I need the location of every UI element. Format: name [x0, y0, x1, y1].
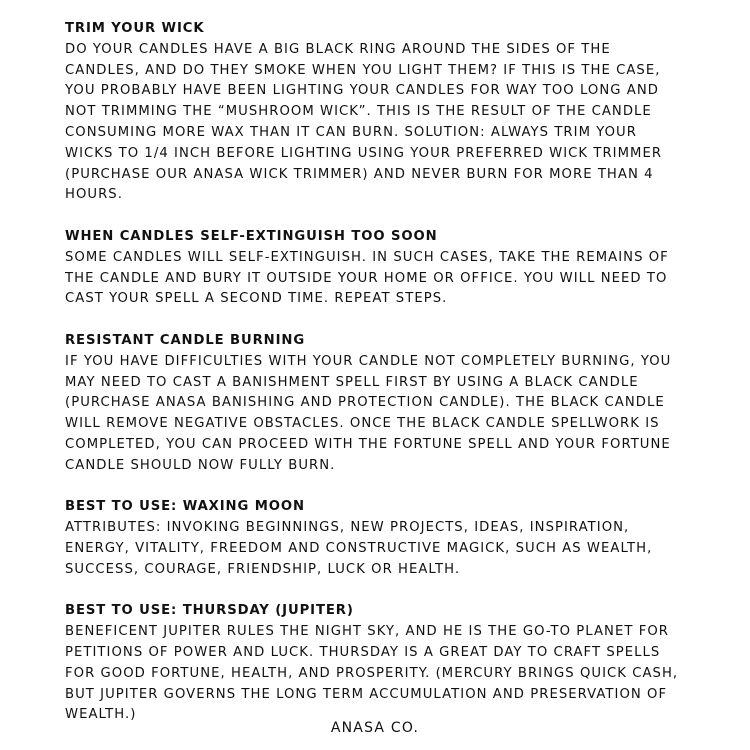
section-heading: BEST TO USE: THURSDAY (JUPITER) — [65, 603, 354, 619]
section-body: IF YOU HAVE DIFFICULTIES WITH YOUR CANDLE NOT COMPLETELY BURNING, YOU MAY NEED TO CAST A BANISHMENT SPELL FIRST BY USING A BLACK CANDLE (PURCHASE ANASA BANISHING AND PROTECTION CANDLE). THE BLACK CANDLE WILL REMOVE NEGATIVE OBSTACLES. ONCE THE BLACK CANDLE SPELLWORK IS COMPLETED, YOU CAN PROCEED WITH THE FORTUNE SPELL AND YOUR FORTUNE CANDLE SHOULD NOW FULLY BURN. — [65, 353, 672, 473]
section-waxing-moon — [65, 497, 690, 580]
section-body: ATTRIBUTES: INVOKING BEGINNINGS, NEW PROJECTS, IDEAS, INSPIRATION, ENERGY, VITALITY, FREEDOM AND CONSTRUCTIVE MAGICK, SUCH AS WEALTH, SUCCESS, COURAGE, FRIENDSHIP, LUCK OR HEALTH. — [65, 520, 653, 577]
section-resistant-burning — [65, 331, 690, 477]
section-self-extinguish — [65, 227, 690, 310]
section-heading: RESISTANT CANDLE BURNING — [65, 332, 306, 348]
section-body: DO YOUR CANDLES HAVE A BIG BLACK RING AROUND THE SIDES OF THE CANDLES, AND DO THEY SMOKE WHEN YOU LIGHT THEM? IF THIS IS THE CASE, YOU PROBABLY HAVE BEEN LIGHTING YOUR CANDLES FOR WAY TOO LONG AND NOT TRIMMING THE “MUSHROOM WICK”. THIS IS THE RESULT OF THE CANDLE CONSUMING MORE WAX THAN IT CAN BURN. SOLUTION: ALWAYS TRIM YOUR WICKS TO 1/4 INCH BEFORE LIGHTING USING YOUR PREFERRED WICK TRIMMER (PURCHASE OUR ANASA WICK TRIMMER) AND NEVER BURN FOR MORE THAN 4 HOURS. — [65, 41, 663, 203]
section-thursday-jupiter — [65, 601, 690, 726]
section-heading: BEST TO USE: WAXING MOON — [65, 499, 305, 515]
section-heading: WHEN CANDLES SELF-EXTINGUISH TOO SOON — [65, 228, 438, 244]
section-heading: TRIM YOUR WICK — [65, 21, 205, 36]
brand-footer: ANASA CO. — [330, 720, 420, 736]
section-trim-your-wick — [65, 19, 690, 206]
section-body: BENEFICENT JUPITER RULES THE NIGHT SKY, AND HE IS THE GO-TO PLANET FOR PETITIONS OF POWER AND LUCK. THURSDAY IS A GREAT DAY TO CRAFT SPELLS FOR GOOD FORTUNE, HEALTH, AND PROSPERITY. (MERCURY BRINGS QUICK CASH, BUT JUPITER GOVERNS THE LONG TERM ACCUMULATION AND PRESERVATION OF WEALTH.) — [65, 624, 679, 723]
section-body: SOME CANDLES WILL SELF-EXTINGUISH. IN SUCH CASES, TAKE THE REMAINS OF THE CANDLE AND BURY IT OUTSIDE YOUR HOME OR OFFICE. YOU WILL NEED TO CAST YOUR SPELL A SECOND TIME. REPEAT STEPS. — [65, 249, 669, 307]
